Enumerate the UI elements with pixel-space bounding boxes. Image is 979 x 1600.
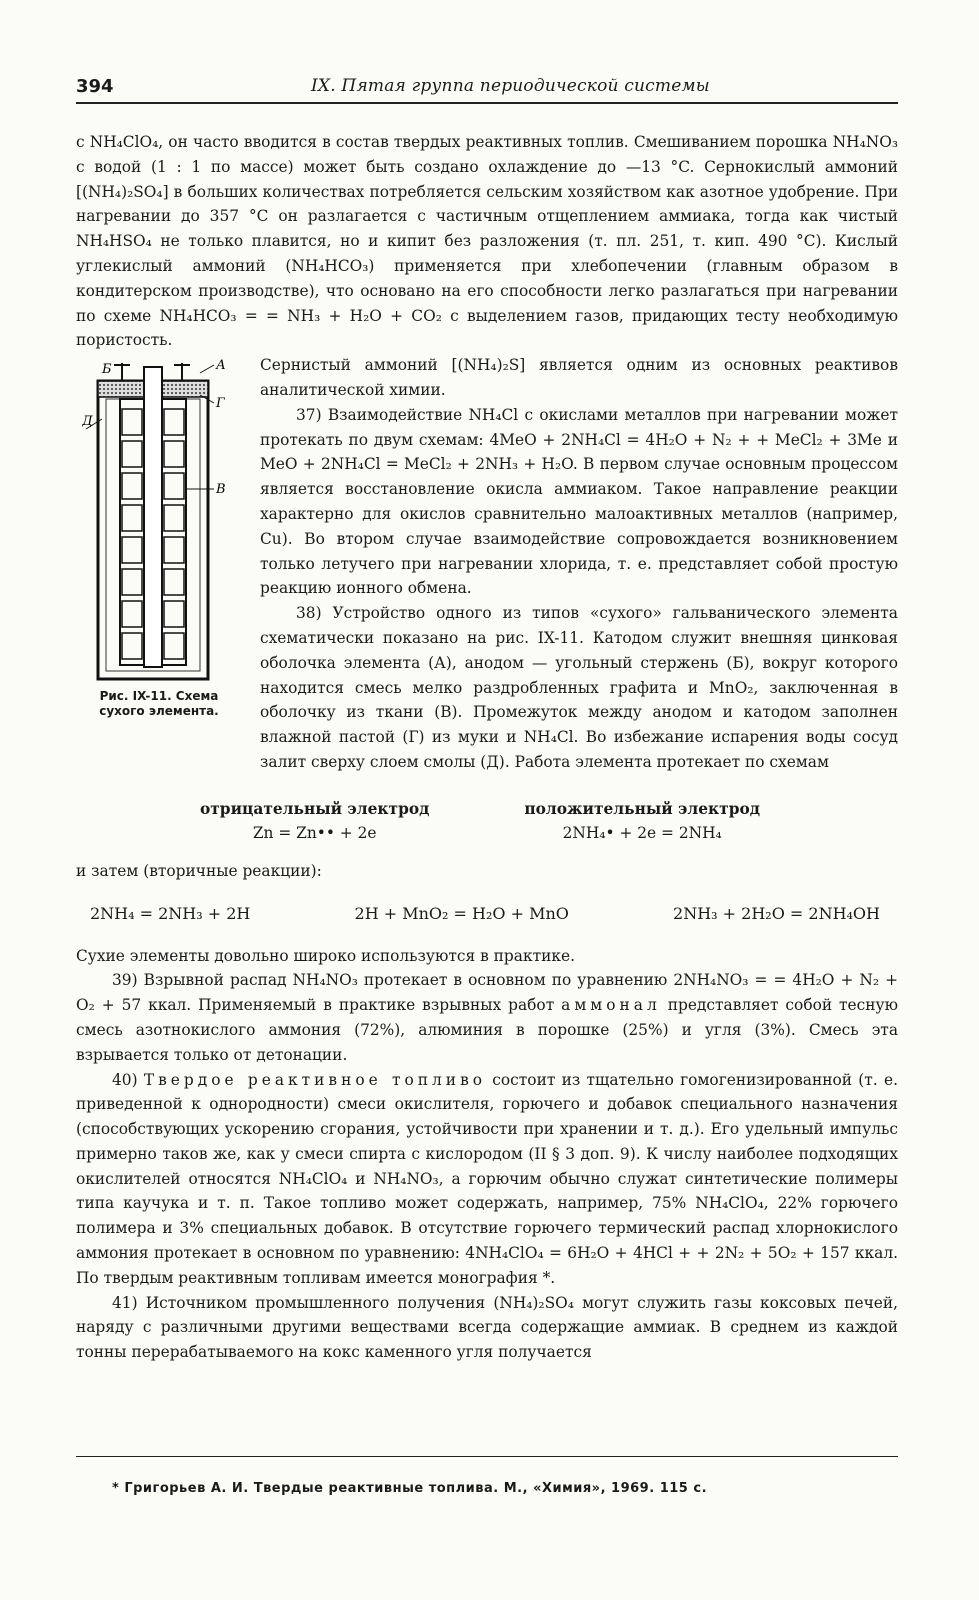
- p39-text-a: 39) Взрывной распад NH₄NO₃ протекает в основном по уравнению 2NH₄NO₃ = = 4H₂O + N₂ + O₂ + 57 ккал. Применяемый в практике взрывных работ: [76, 971, 898, 1015]
- paragraph-37: 37) Взаимодействие NH₄Cl с окислами металлов при нагревании может протекать по двум схемам: 4MeO + 2NH₄Cl = 4H₂O + N₂ + + MeCl₂ + 3Me и MeO + 2NH₄Cl = MeCl₂ + 2NH₃ + H₂O. В первом случае основным процессом является восстановление окисла аммиаком. Такое направление реакции характерно для окислов сравнительно малоактивных металлов (например, Cu). Во втором случае взаимодействие сопровождается возникновением только летучего при нагревании хлорида, т. е. представляет собой простую реакцию ионного обмена.: [260, 405, 898, 598]
- dry-cell-diagram: [82, 359, 242, 689]
- reaction-1: 2NH₄ = 2NH₃ + 2H: [90, 903, 251, 923]
- negative-electrode-equation: Zn = Zn•• + 2e: [252, 823, 377, 842]
- label-a: А: [216, 359, 226, 374]
- page-header: [76, 72, 898, 104]
- term-solid-fuel: Твердое реактивное топливо: [143, 1070, 486, 1089]
- label-v: В: [216, 482, 226, 498]
- positive-electrode-label: положительный электрод: [524, 799, 760, 818]
- paragraph-41: 41) Источником промышленного получения (NH₄)₂SO₄ могут служить газы коксовых печей, наряду с различными другими веществами всегда содержащие аммиак. В среднем из каждой тонны перерабатываемого на кокс каменного угля получается: [76, 1293, 898, 1362]
- paragraph-ammonium-sulfide: Сернистый аммоний [(NH₄)₂S] является одним из основных реактивов аналитической химии.: [260, 356, 898, 399]
- paragraph-38: 38) Устройство одного из типов «сухого» гальванического элемента схематически показано на рис. IX-11. Катодом служит внешняя цинковая оболочка элемента (А), анодом — угольный стержень (Б), вокруг которого находится смесь мелко раздробленных графита и MnO₂, заключенная в оболочку из ткани (В). Промежуток между анодом и катодом заполнен влажной пастой (Г) из муки и NH₄Cl. Во избежание испарения воды сосуд залит сверху слоем смолы (Д). Работа элемента протекает по схемам: [260, 604, 898, 771]
- dry-cells-note: Сухие элементы довольно широко используются в практике.: [76, 946, 575, 965]
- paragraph-39: [76, 968, 898, 1067]
- negative-electrode-label: отрицательный электрод: [200, 799, 430, 818]
- running-title: IX. Пятая группа периодической системы: [311, 76, 710, 96]
- figure-dry-cell: [76, 359, 248, 771]
- main-text: [76, 130, 898, 1365]
- secondary-reactions: [90, 902, 880, 926]
- paragraph-40: [76, 1068, 898, 1291]
- positive-electrode-equation: 2NH₄• + 2e = 2NH₄: [562, 823, 722, 842]
- reaction-3: 2NH₃ + 2H₂O = 2NH₄OH: [673, 903, 880, 923]
- label-b: Б: [102, 362, 112, 378]
- electrode-reactions: [200, 797, 760, 845]
- positive-electrode: [524, 797, 760, 845]
- p39-text-b: представляет собой тесную смесь азотнокислого аммония (72%), алюминия в порошке (25%) и угля (3%). Смесь эта взрывается только от детонации.: [76, 996, 898, 1064]
- reaction-2: 2H + MnO₂ = H₂O + MnO: [354, 903, 569, 923]
- caption-line-2: сухого элемента.: [99, 704, 219, 719]
- p40-number: 40): [112, 1070, 144, 1089]
- footnote-text: * Григорьев А. И. Твердые реактивные топлива. М., «Химия», 1969. 115 с.: [112, 1481, 708, 1496]
- label-d: Д: [82, 414, 93, 430]
- negative-electrode: [200, 797, 429, 845]
- carbon-rod: [144, 367, 162, 667]
- page-number: 394: [76, 76, 114, 97]
- label-g: Г: [216, 396, 225, 412]
- term-ammonal: аммонал: [561, 996, 661, 1015]
- paragraph-intro: с NH₄ClO₄, он часто вводится в состав твердых реактивных топлив. Смешиванием порошка NH₄NO₃ с водой (1 : 1 по массе) может быть создано охлаждение до —13 °C. Сернокислый аммоний [(NH₄)₂SO₄] в больших количествах потребляется сельским хозяйством как азотное удобрение. При нагревании до 357 °C он разлагается с частичным отщеплением аммиака, тогда как чистый NH₄HSO₄ не только плавится, но и кипит без разложения (т. пл. 251, т. кип. 490 °C). Кислый углекислый аммоний (NH₄HCO₃) применяется при хлебопечении (главным образом в кондитерском производстве), что основано на его способности легко разлагаться при нагревании по схеме NH₄HCO₃ = = NH₃ + H₂O + CO₂ с выделением газов, придающих тесту необходимую пористость.: [76, 133, 898, 350]
- figure-caption: [76, 689, 242, 719]
- secondary-reactions-intro: и затем (вторичные реакции):: [76, 861, 322, 880]
- caption-line-1: Рис. IX-11. Схема: [99, 689, 219, 704]
- p40-text: состоит из тщательно гомогенизированной (т. е. приведенной к однородности) смеси окислителя, горючего и добавок специального назначения (способствующих ускорению сгорания, устойчивости при хранении и т. д.). Его удельный импульс примерно таков же, как у смеси спирта с кислородом (II § 3 доп. 9). К числу наиболее подходящих окислителей относятся NH₄ClO₄ и NH₄NO₃, а горючим обычно служат синтетические полимеры типа каучука и т. п. Такое топливо может содержать, например, 75% NH₄ClO₄, 22% горючего полимера и 3% специальных добавок. В отсутствие горючего термический распад хлорнокислого аммония протекает в основном по уравнению: 4NH₄ClO₄ = 6H₂O + 4HCl + + 2N₂ + 5O₂ + 157 ккал. По твердым реактивным топливам имеется монография *.: [76, 1070, 898, 1287]
- footnote: [76, 1456, 898, 1496]
